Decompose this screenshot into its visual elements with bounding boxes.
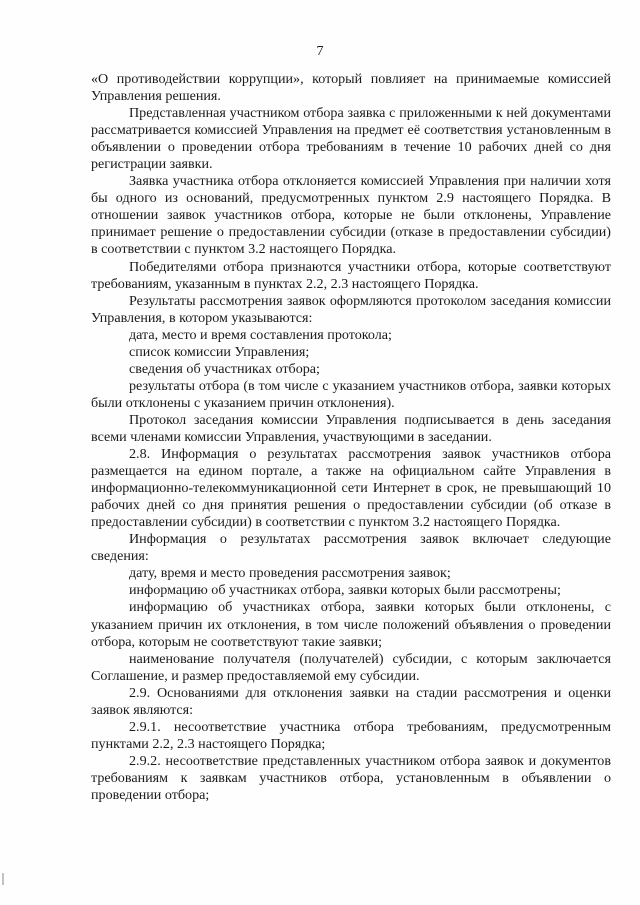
paragraph-application-review: Представленная участником отбора заявка с приложенными к ней документами рассматривается комиссией Управления на предмет её соответствия установленным в объявлении о проведении отбора требованиям в течение 10 рабочих дней со дня регистрации заявки. [91,105,611,173]
paragraph-results-information: Информация о результатах рассмотрения заявок включает следующие сведения: [91,531,611,565]
paragraph-anticorruption-law-end: «О противодействии коррупции», который повлияет на принимаемые комиссией Управления решения. [91,71,611,105]
list-item-participants-info: сведения об участниках отбора; [129,360,320,377]
paragraph-protocol-signing: Протокол заседания комиссии Управления подписывается в день заседания всеми членами комиссии Управления, участвующими в заседании. [91,411,611,445]
paragraph-winners: Победителями отбора признаются участники отбора, которые соответствуют требованиям, указанным в пунктах 2.2, 2.3 настоящего Порядка. [91,258,611,292]
section-2-8-results-publication: 2.8. Информация о результатах рассмотрения заявок участников отбора размещается на едином портале, а также на официальном сайте Управления в информационно-телекоммуникационной сети Интернет в срок, не превышающий 10 рабочих дней со дня принятия решения о предоставлении субсидии (об отказе в предоставлении субсидии) в соответствии с пунктом 3.2 настоящего Порядка. [91,446,611,531]
list-item-selection-results: результаты отбора (в том числе с указанием участников отбора, заявки которых были отклонены с указанием причин отклонения). [91,377,611,411]
paragraph-application-rejection: Заявка участника отбора отклоняется комиссией Управления при наличии хотя бы одного из оснований, предусмотренных пунктом 2.9 настоящего Порядка. В отношении заявок участников отбора, которые не были отклонены, Управление принимает решение о предоставлении субсидии (отказе в предоставлении субсидии) в соответствии с пунктом 3.2 настоящего Порядка. [91,173,611,258]
scan-edge-mark [2,873,4,885]
list-item-commission-list: список комиссии Управления; [129,343,310,360]
section-2-9-2: 2.9.2. несоответствие представленных участником отбора заявок и документов требованиям к заявкам участников отбора, установленным в объявлении о проведении отбора; [91,752,611,803]
section-2-9-1: 2.9.1. несоответствие участника отбора требованиям, предусмотренным пунктами 2.2, 2.3 настоящего Порядка; [91,718,611,752]
paragraph-protocol-contents: Результаты рассмотрения заявок оформляются протоколом заседания комиссии Управления, в котором указываются: [91,292,611,326]
list-item-review-date: дату, время и место проведения рассмотрения заявок; [129,565,451,582]
page-number: 7 [316,44,324,59]
list-item-reviewed-participants: информацию об участниках отбора, заявки которых были рассмотрены; [129,582,561,599]
document-body [91,71,611,804]
list-item-protocol-date: дата, место и время составления протокола; [129,326,392,343]
section-2-9-rejection-grounds: 2.9. Основаниями для отклонения заявки на стадии рассмотрения и оценки заявок являются: [91,684,611,718]
list-item-recipient-name: наименование получателя (получателей) субсидии, с которым заключается Соглашение, и размер предоставляемой ему субсидии. [91,650,611,684]
list-item-rejected-participants: информацию об участниках отбора, заявки которых были отклонены, с указанием причин их отклонения, в том числе положений объявления о проведении отбора, которым не соответствуют такие заявки; [91,599,611,650]
